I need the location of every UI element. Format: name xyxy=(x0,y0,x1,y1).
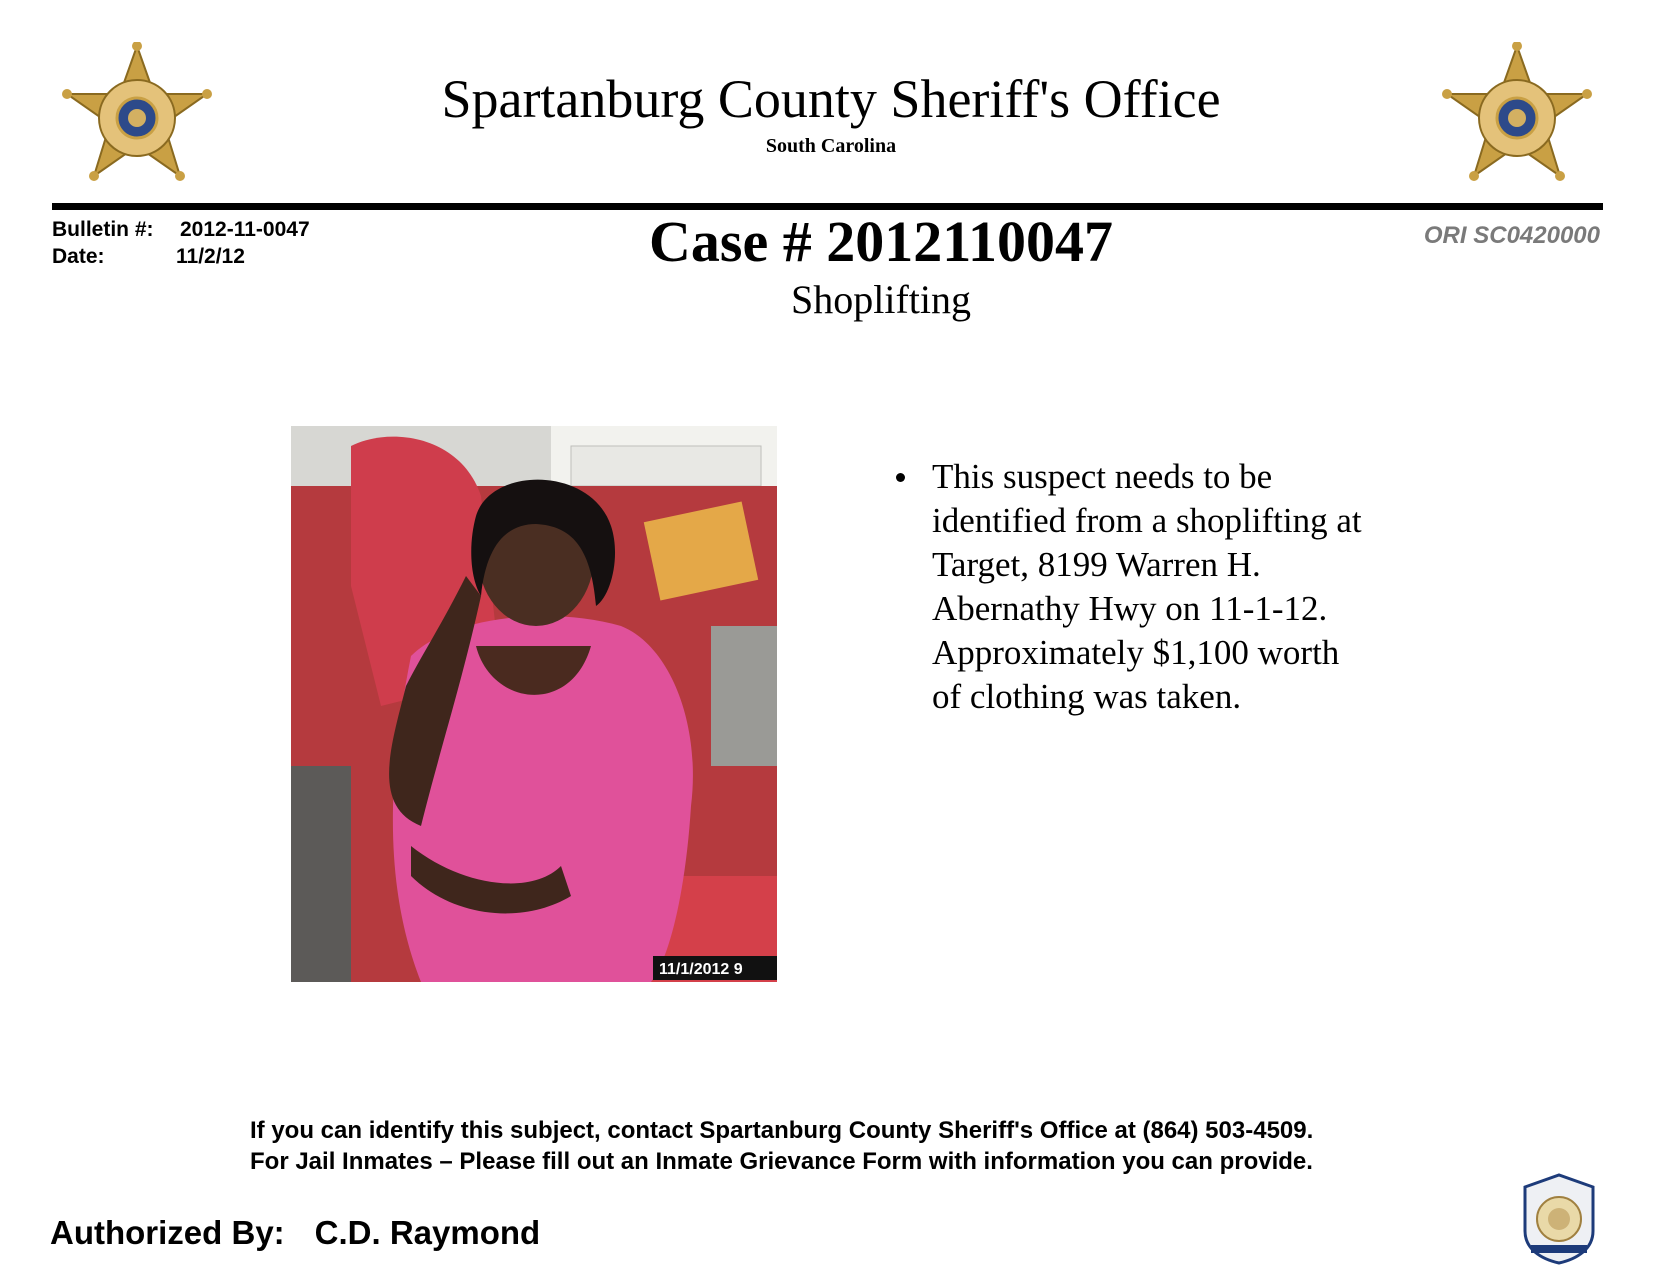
contact-line-2: For Jail Inmates – Please fill out an Inmate Grievance Form with information you can provide. xyxy=(250,1148,1313,1175)
accreditation-seal-icon xyxy=(1521,1173,1597,1265)
bulletin-date-label: Date: xyxy=(52,245,105,268)
org-subtitle: South Carolina xyxy=(765,135,897,157)
case-type: Shoplifting xyxy=(790,277,972,322)
ori-code: ORI SC0420000 xyxy=(1423,222,1600,249)
description-line: This suspect needs to be xyxy=(932,457,1273,496)
photo-timestamp: 11/1/2012 9 xyxy=(659,961,743,978)
description-line: of clothing was taken. xyxy=(932,677,1242,716)
bulletin-number-label: Bulletin #: xyxy=(52,218,154,241)
description-item xyxy=(932,455,1472,719)
authorized-by-label: Authorized By: xyxy=(50,1214,285,1251)
description-list xyxy=(890,455,1472,719)
authorized-by xyxy=(50,1214,540,1252)
authorized-by-name: C.D. Raymond xyxy=(314,1214,541,1251)
description-line: identified from a shoplifting at xyxy=(932,501,1362,540)
bulletin-number-value: 2012-11-0047 xyxy=(180,218,310,241)
contact-instructions xyxy=(250,1115,1450,1177)
description-line: Abernathy Hwy on 11-1-12. xyxy=(932,589,1328,628)
bulletin-date-value: 11/2/12 xyxy=(176,245,245,268)
suspect-photo xyxy=(291,426,777,982)
case-title: Case # 2012110047 xyxy=(649,209,1113,274)
org-title: Spartanburg County Sheriff's Office xyxy=(441,69,1221,129)
contact-line-1: If you can identify this subject, contact Spartanburg County Sheriff's Office at (864) 503-4509. xyxy=(250,1117,1314,1144)
description-line: Target, 8199 Warren H. xyxy=(932,545,1261,584)
description-line: Approximately $1,100 worth xyxy=(932,633,1340,672)
